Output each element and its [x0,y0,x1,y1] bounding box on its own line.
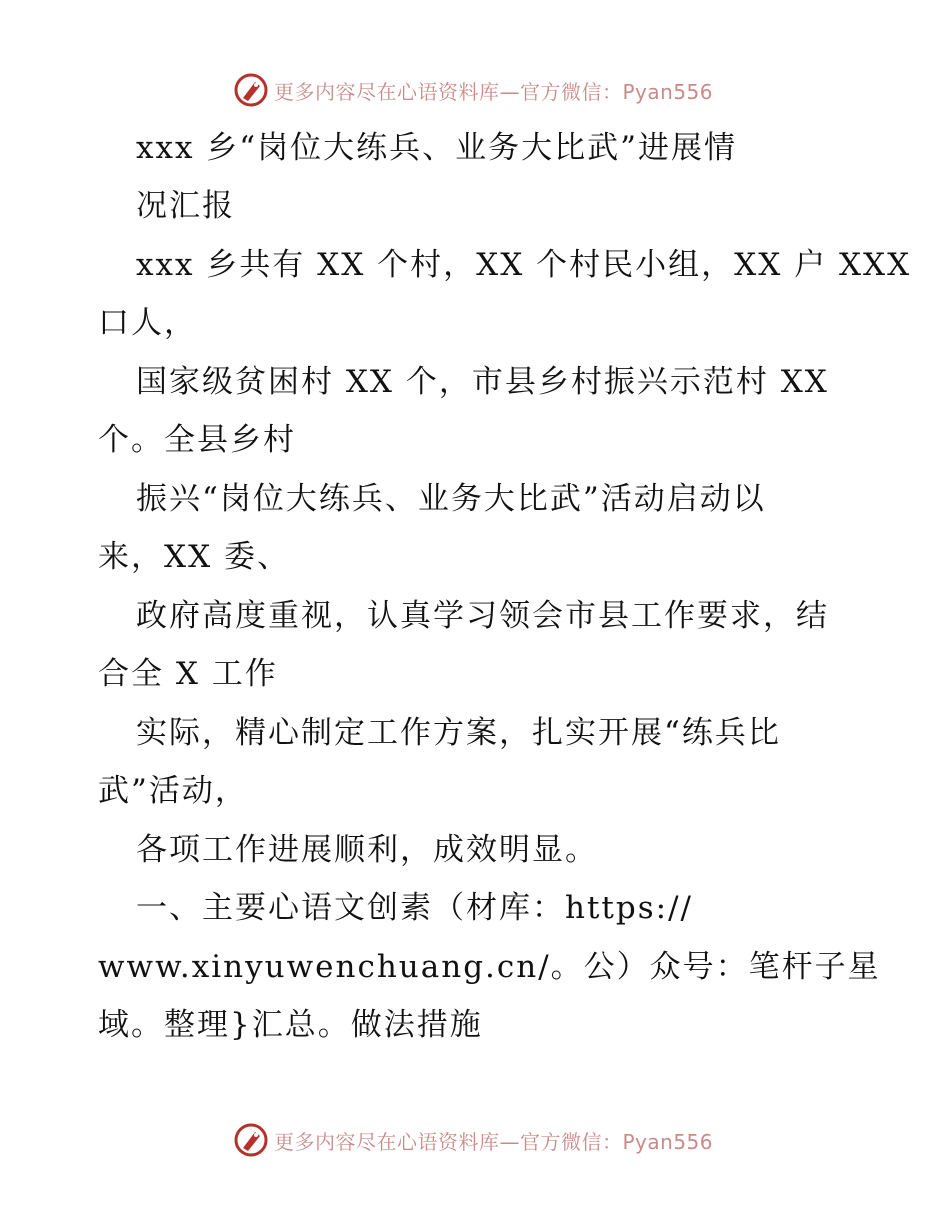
watermark-text: 更多内容尽在心语资料库—官方微信：Pyan556 [274,1129,714,1154]
paragraph-line: 实际，精心制定工作方案，扎实开展“练兵比 [136,715,781,751]
paragraph-line: xxx 乡共有 XX 个村，XX 个村民小组，XX 户 XXX [136,247,912,283]
paragraph-line: www.xinyuwenchuang.cn/。公）众号：笔杆子星 [98,949,881,985]
document-title-line-2: 况汇报 [136,188,235,224]
watermark-text: 更多内容尽在心语资料库—官方微信：Pyan556 [274,79,714,104]
footer-watermark [234,1120,754,1160]
paragraph-line: 政府高度重视，认真学习领会市县工作要求，结 [136,598,829,634]
paragraph-line: 合全 X 工作 [98,656,278,692]
paragraph-line: 武”活动， [98,773,248,809]
paragraph-line: 振兴“岗位大练兵、业务大比武”活动启动以 [136,481,766,517]
paragraph-line: 域。整理}汇总。做法措施 [98,1007,483,1043]
document-title-line-1: xxx 乡“岗位大练兵、业务大比武”进展情 [136,130,737,166]
paragraph-line: 口人， [98,305,197,341]
paragraph-line: 国家级贫困村 XX 个，市县乡村振兴示范村 XX [136,364,829,400]
paragraph-line: 个。全县乡村 [98,422,296,458]
paragraph-line: 来，XX 委、 [98,539,290,575]
paragraph-line: 各项工作进展顺利，成效明显。 [136,832,598,868]
pen-nib-logo-icon [234,1123,268,1157]
paragraph-line: 一、主要心语文创素（材库：https:// [136,890,693,926]
